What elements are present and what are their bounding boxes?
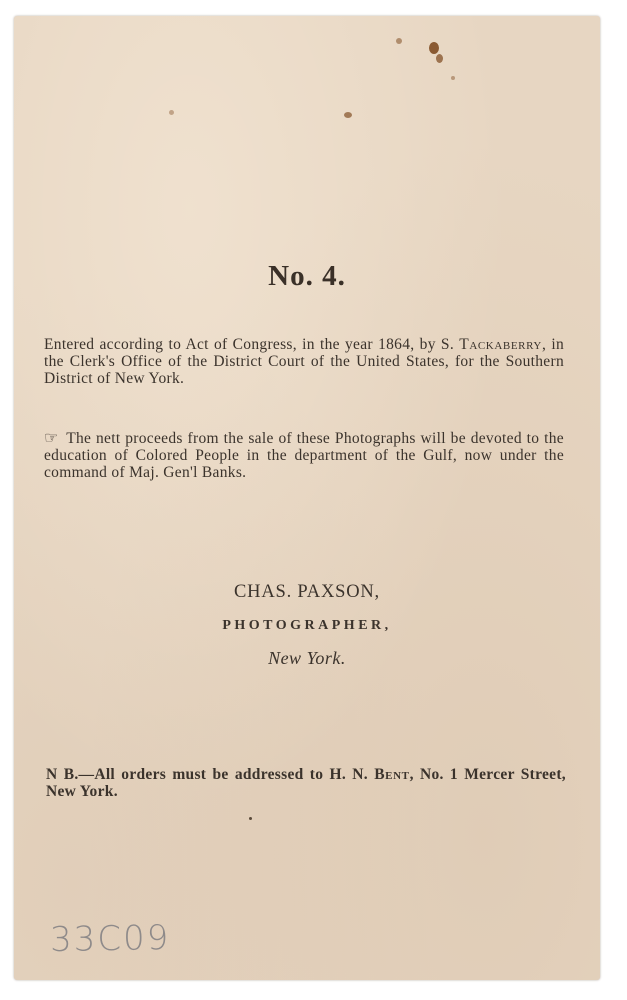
- stain-mark: [429, 42, 439, 54]
- photographer-title: PHOTOGRAPHER,: [222, 618, 392, 633]
- stain-mark: [344, 112, 352, 118]
- proceeds-notice: [44, 430, 564, 481]
- stain-mark: [396, 38, 402, 44]
- orders-note: [46, 766, 566, 800]
- stain-mark: [436, 54, 443, 63]
- copyright-name: Tackaberry: [459, 336, 542, 353]
- ink-dot: [249, 817, 252, 820]
- copyright-text-before: Entered according to Act of Congress, in the year 1864, by S.: [44, 336, 455, 353]
- stain-mark: [169, 110, 174, 115]
- proceeds-text: The nett proceeds from the sale of these Photographs will be devoted to the education of Colored People in the department of the Gulf, now under the command of Maj. Gen'l Banks.: [44, 430, 564, 481]
- photograph-card-back: [14, 16, 600, 980]
- handwritten-annotation: 33C09: [49, 917, 171, 961]
- photographer-city: New York.: [268, 648, 346, 668]
- copyright-notice: [44, 336, 564, 387]
- copyright-text-after: , in the Clerk's Office of the District Court of the United States, for the Southern District of New York.: [44, 336, 564, 387]
- note-name: Bent: [374, 766, 410, 783]
- photographer-name: CHAS. PAXSON,: [234, 582, 380, 602]
- pointing-hand-icon: ☞: [44, 430, 59, 447]
- stain-mark: [451, 76, 455, 80]
- note-text-before: N B.—All orders must be addressed to H. N.: [46, 766, 368, 783]
- card-number: No. 4.: [268, 260, 346, 292]
- note-text-after: , No. 1 Mercer Street, New York.: [46, 766, 566, 800]
